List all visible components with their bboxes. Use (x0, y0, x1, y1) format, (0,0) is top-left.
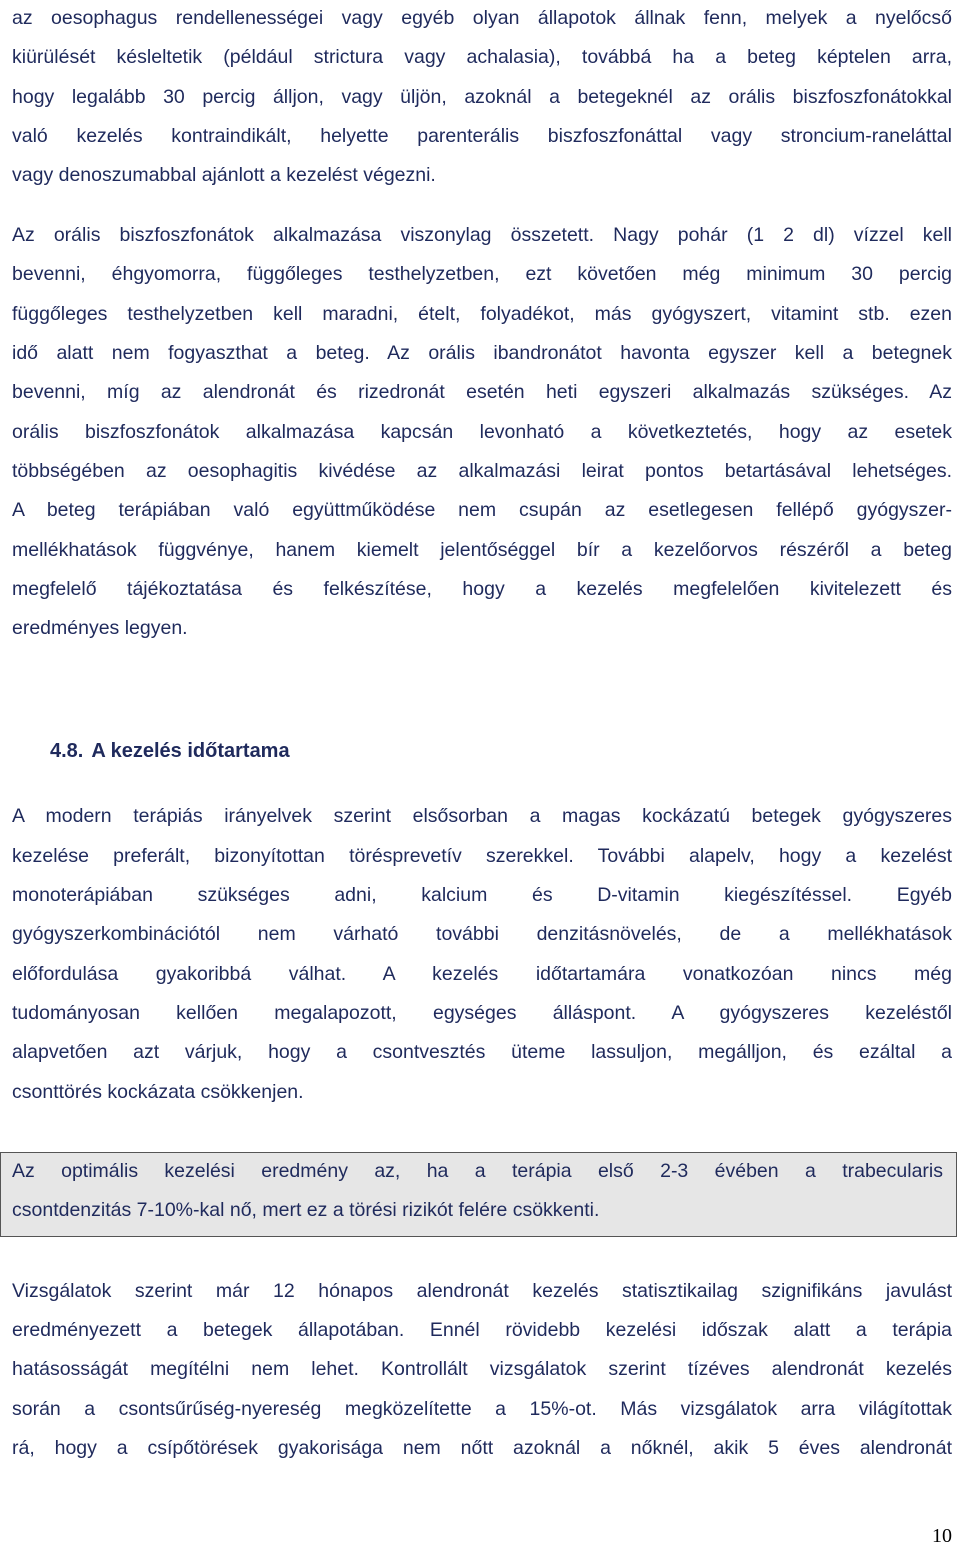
section-title: A kezelés időtartama (91, 740, 290, 762)
highlight-line: csontdenzitás 7-10%-kal nő, mert ez a törési rizikót felére csökkenti. (12, 1199, 600, 1221)
paragraph-line: eredményezett a betegek állapotában. Ennél rövidebb kezelési időszak alatt a terápia (12, 1319, 952, 1341)
paragraph-line: monoterápiában szükséges adni, kalcium és D-vitamin kiegészítéssel. Egyéb (12, 884, 952, 906)
paragraph-line: A modern terápiás irányelvek szerint elsősorban a magas kockázatú betegek gyógyszeres (12, 805, 952, 827)
paragraph-line: az oesophagus rendellenességei vagy egyéb olyan állapotok állnak fenn, melyek a nyelőcső (12, 7, 952, 29)
paragraph-line: alapvetően azt várjuk, hogy a csontvesztés üteme lassuljon, megálljon, és ezáltal a (12, 1041, 952, 1063)
highlight-line: Az optimális kezelési eredmény az, ha a terápia első 2-3 évében a trabecularis (12, 1160, 943, 1182)
paragraph-line: többségében az oesophagitis kivédése az alkalmazási leirat pontos betartásával lehetséges. (12, 460, 952, 482)
paragraph-line: idő alatt nem fogyaszthat a beteg. Az orális ibandronátot havonta egyszer kell a betegnek (12, 342, 952, 364)
paragraph-line: orális biszfoszfonátok alkalmazása kapcsán levonható a következtetés, hogy az esetek (12, 421, 952, 443)
section-number: 4.8. (50, 740, 84, 762)
paragraph-line: vagy denoszumabbal ajánlott a kezelést végezni. (12, 164, 436, 186)
paragraph-line: megfelelő tájékoztatása és felkészítése, hogy a kezelés megfelelően kivitelezett és (12, 578, 952, 600)
paragraph-line: tudományosan kellően megalapozott, egységes álláspont. A gyógyszeres kezeléstől (12, 1002, 952, 1024)
paragraph-line: mellékhatások függvénye, hanem kiemelt jelentőséggel bír a kezelőorvos részéről a beteg (12, 539, 952, 561)
paragraph-line: bevenni, éhgyomorra, függőleges testhelyzetben, ezt követően még minimum 30 percig (12, 263, 952, 285)
paragraph-line: eredményes legyen. (12, 617, 188, 639)
paragraph-line: kezelése preferált, bizonyítottan törésprevetív szerekkel. További alapelv, hogy a kezelést (12, 845, 952, 867)
paragraph-line: való kezelés kontraindikált, helyette parenterális biszfoszfonáttal vagy stroncium-raneláttal (12, 125, 952, 147)
paragraph-line: bevenni, míg az alendronát és rizedronát esetén heti egyszeri alkalmazás szükséges. Az (12, 381, 952, 403)
paragraph-line: kiürülését késleltetik (például strictura vagy achalasia), továbbá ha a beteg képtelen arra, (12, 46, 952, 68)
paragraph-line: gyógyszerkombinációtól nem várható további denzitásnövelés, de a mellékhatások (12, 923, 952, 945)
paragraph-line: függőleges testhelyzetben kell maradni, ételt, folyadékot, más gyógyszert, vitamint stb. ezen (12, 303, 952, 325)
paragraph-line: Az orális biszfoszfonátok alkalmazása viszonylag összetett. Nagy pohár (1 2 dl) vízzel kell (12, 224, 952, 246)
paragraph-line: hogy legalább 30 percig álljon, vagy üljön, azoknál a betegeknél az orális biszfoszfonátokkal (12, 86, 952, 108)
paragraph-line: előfordulása gyakoribbá válhat. A kezelés időtartamára vonatkozóan nincs még (12, 963, 952, 985)
paragraph-line: hatásosságát megítélni nem lehet. Kontrollált vizsgálatok szerint tízéves alendronát kezelés (12, 1358, 952, 1380)
section-heading (50, 738, 290, 764)
paragraph-line: csonttörés kockázata csökkenjen. (12, 1081, 304, 1103)
paragraph-line: rá, hogy a csípőtörések gyakorisága nem nőtt azoknál a nőknél, akik 5 éves alendronát (12, 1437, 952, 1459)
page-number: 10 (932, 1525, 952, 1547)
paragraph-line: A beteg terápiában való együttműködése nem csupán az esetlegesen fellépő gyógyszer- (12, 499, 952, 521)
paragraph-line: során a csontsűrűség-nyereség megközelítette a 15%-ot. Más vizsgálatok arra világítottak (12, 1398, 952, 1420)
paragraph-line: Vizsgálatok szerint már 12 hónapos alendronát kezelés statisztikailag szignifikáns javulást (12, 1280, 952, 1302)
